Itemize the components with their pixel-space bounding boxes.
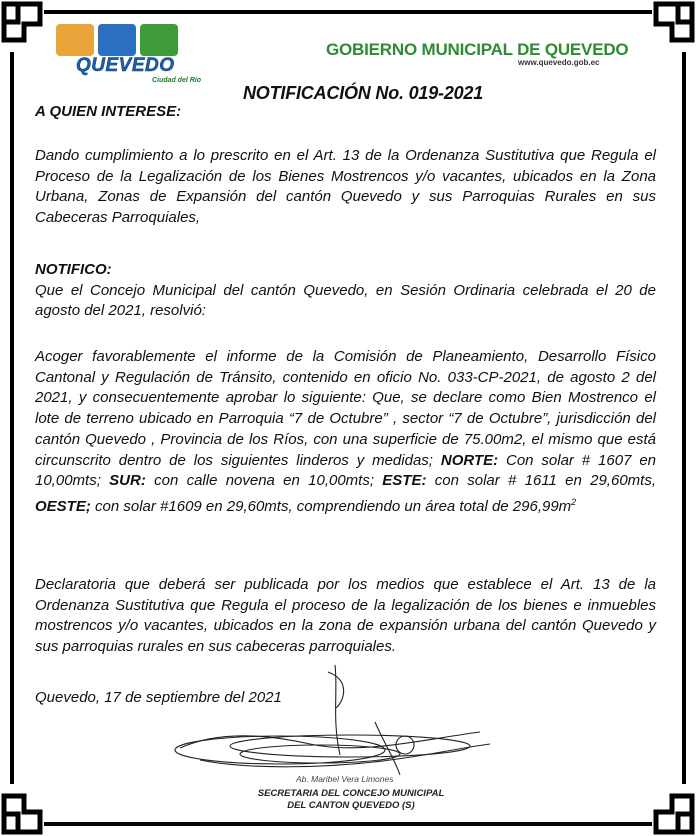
notification-title: NOTIFICACIÓN No. 019-2021 xyxy=(243,83,484,103)
addressee: A QUIEN INTERESE: xyxy=(35,103,182,120)
corner-ornament-top-left xyxy=(4,4,40,40)
corner-ornament-bottom-right xyxy=(656,796,692,832)
resolution-text: Acoger favorablemente el informe de la Comisión de Planeamiento, Desarrollo Físico Cantonal y Regulación de Tránsito, contenido en oficio No. 033-CP-2021, de agosto 2 del 2021, y consecuentemente aprobar lo siguiente: Que, se declare como Bien Mostrenco el lote de terreno ubicado en Parroquia “7 de Octubre” , sector “7 de Octubre”, jurisdicción del cantón Quevedo , Provincia de los Ríos, con una superficie de 75.00m2, el mismo que está circunscrito dentro de los siguientes linderos y medidas; xyxy=(35,348,656,469)
declaratoria-paragraph xyxy=(35,575,656,658)
corner-ornament-bottom-left xyxy=(4,796,40,832)
notifico-section xyxy=(35,260,656,322)
declaratoria-text: Declaratoria que deberá ser publicada por los medios que establece el Art. 13 de la Ordenanza Sustitutiva que Regula el proceso de la legalización de los bienes e inmuebles mostrencos y/o vacantes, ubicados en la zona de expansión urbana del cantón Quevedo y sus parroquias rurales en sus cabeceras parroquiales. xyxy=(35,576,656,656)
sur-text: con calle novena en 10,00mts; xyxy=(145,472,383,490)
quevedo-logo xyxy=(56,24,206,86)
handwritten-signature xyxy=(160,660,500,780)
este-text: con solar # 1611 en 29,60mts, xyxy=(426,472,656,490)
oeste-label: OESTE; xyxy=(35,497,91,515)
logo-sun-tile xyxy=(56,24,94,56)
intro-text: Dando cumplimiento a lo prescrito en el Art. 13 de la Ordenanza Sustitutiva que Regula el Proceso de la Legalización de los Bienes Mostrencos y/o vacantes, ubicados en la Zona Urbana, Zonas de Expansión del cantón Quevedo y sus Parroquias Rurales en sus Cabeceras Parroquiales, xyxy=(35,147,656,227)
intro-paragraph xyxy=(35,146,656,229)
place-date: Quevedo, 17 de septiembre del 2021 xyxy=(35,689,282,706)
logo-river-tile xyxy=(98,24,136,56)
norte-label: NORTE: xyxy=(440,451,499,469)
signatory-name: Ab. Maribel Vera Limones xyxy=(296,774,394,784)
este-label: ESTE: xyxy=(382,472,427,490)
government-url: www.quevedo.gob.ec xyxy=(518,58,600,67)
notifico-text: Que el Concejo Municipal del cantón Quevedo, en Sesión Ordinaria celebrada el 20 de agosto del 2021, resolvió: xyxy=(35,281,656,320)
sur-label: SUR: xyxy=(109,472,146,490)
logo-leaf-tile xyxy=(140,24,178,56)
norte-text: Con solar # 1607 en 10,00mts; xyxy=(35,451,656,490)
area-superscript: 2 xyxy=(571,496,577,507)
resolution-body xyxy=(35,347,656,518)
government-title: GOBIERNO MUNICIPAL DE QUEVEDO xyxy=(326,40,629,59)
oeste-text: con solar #1609 en 29,60mts, comprendiendo un área total de 296,99m xyxy=(90,497,572,515)
corner-ornament-top-right xyxy=(656,4,692,40)
signatory-role-line-1: SECRETARIA DEL CONCEJO MUNICIPAL xyxy=(257,788,445,799)
signatory-role-line-2: DEL CANTON QUEVEDO (S) xyxy=(287,800,415,811)
logo-tagline: Ciudad del Río xyxy=(152,77,201,84)
resolution-paragraph xyxy=(35,347,656,518)
notifico-label: NOTIFICO: xyxy=(35,261,112,278)
logo-wordmark: QUEVEDO xyxy=(76,55,175,76)
